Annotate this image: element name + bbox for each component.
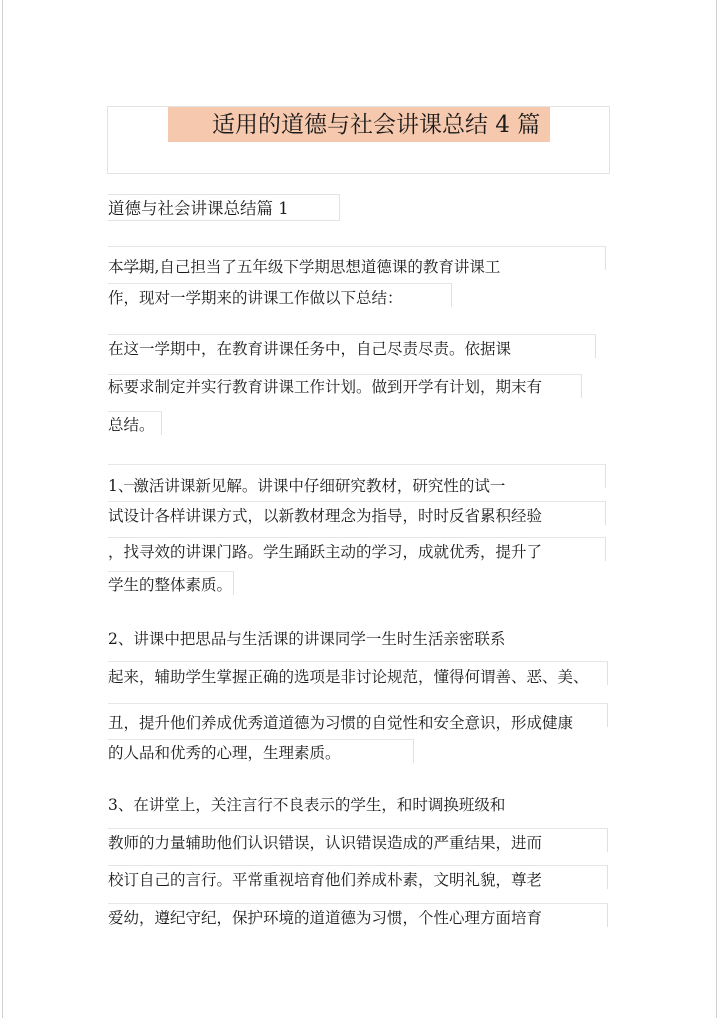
body-line: 1、激活讲课新见解。讲课中仔细研究教材，研究性的试一 <box>108 477 506 495</box>
body-line: 起来，辅助学生掌握正确的选项是非讨论规范，懂得何谓善、恶、美、 <box>108 668 589 686</box>
document-title: 适用的道德与社会讲课总结 4 篇 <box>212 112 541 138</box>
page-edge-left <box>2 0 3 1018</box>
section-heading: 道德与社会讲课总结篇 1 <box>108 194 340 221</box>
body-line: 作，现对一学期来的讲课工作做以下总结： <box>108 289 403 307</box>
body-line: 总结。 <box>108 416 155 434</box>
body-line: 标要求制定并实行教育讲课工作计划。做到开学有计划，期末有 <box>108 378 543 396</box>
body-line: 教师的力量辅助他们认识错误，认识错误造成的严重结果，进而 <box>108 834 543 852</box>
body-line: ，找寻效的讲课门路。学生踊跃主动的学习，成就优秀，提升了 <box>108 543 543 561</box>
body-line: 2、讲课中把思品与生活课的讲课同学一生时生活亲密联系 <box>108 630 506 648</box>
body-line: 试设计各样讲课方式，以新教材理念为指导，时时反省累积经验 <box>108 507 543 525</box>
page-edge-right <box>716 0 717 1018</box>
body-line: 本学期,自己担当了五年级下学期思想道德课的教育讲课工 <box>108 258 501 276</box>
body-line: 爱幼，遵纪守纪，保护环境的道道德为习惯，个性心理方面培育 <box>108 909 543 927</box>
body-line: 校订自己的言行。平常重视培育他们养成朴素，文明礼貌，尊老 <box>108 871 543 889</box>
body-line: 的人品和优秀的心理，生理素质。 <box>108 744 341 762</box>
body-line: 学生的整体素质。 <box>108 576 233 594</box>
body-line: 丑，提升他们养成优秀道道德为习惯的自觉性和安全意识，形成健康 <box>108 714 574 732</box>
body-line: 在这一学期中，在教育讲课任务中，自己尽责尽责。依据课 <box>108 340 512 358</box>
body-line: 3、在讲堂上，关注言行不良表示的学生，和时调换班级和 <box>108 796 506 814</box>
